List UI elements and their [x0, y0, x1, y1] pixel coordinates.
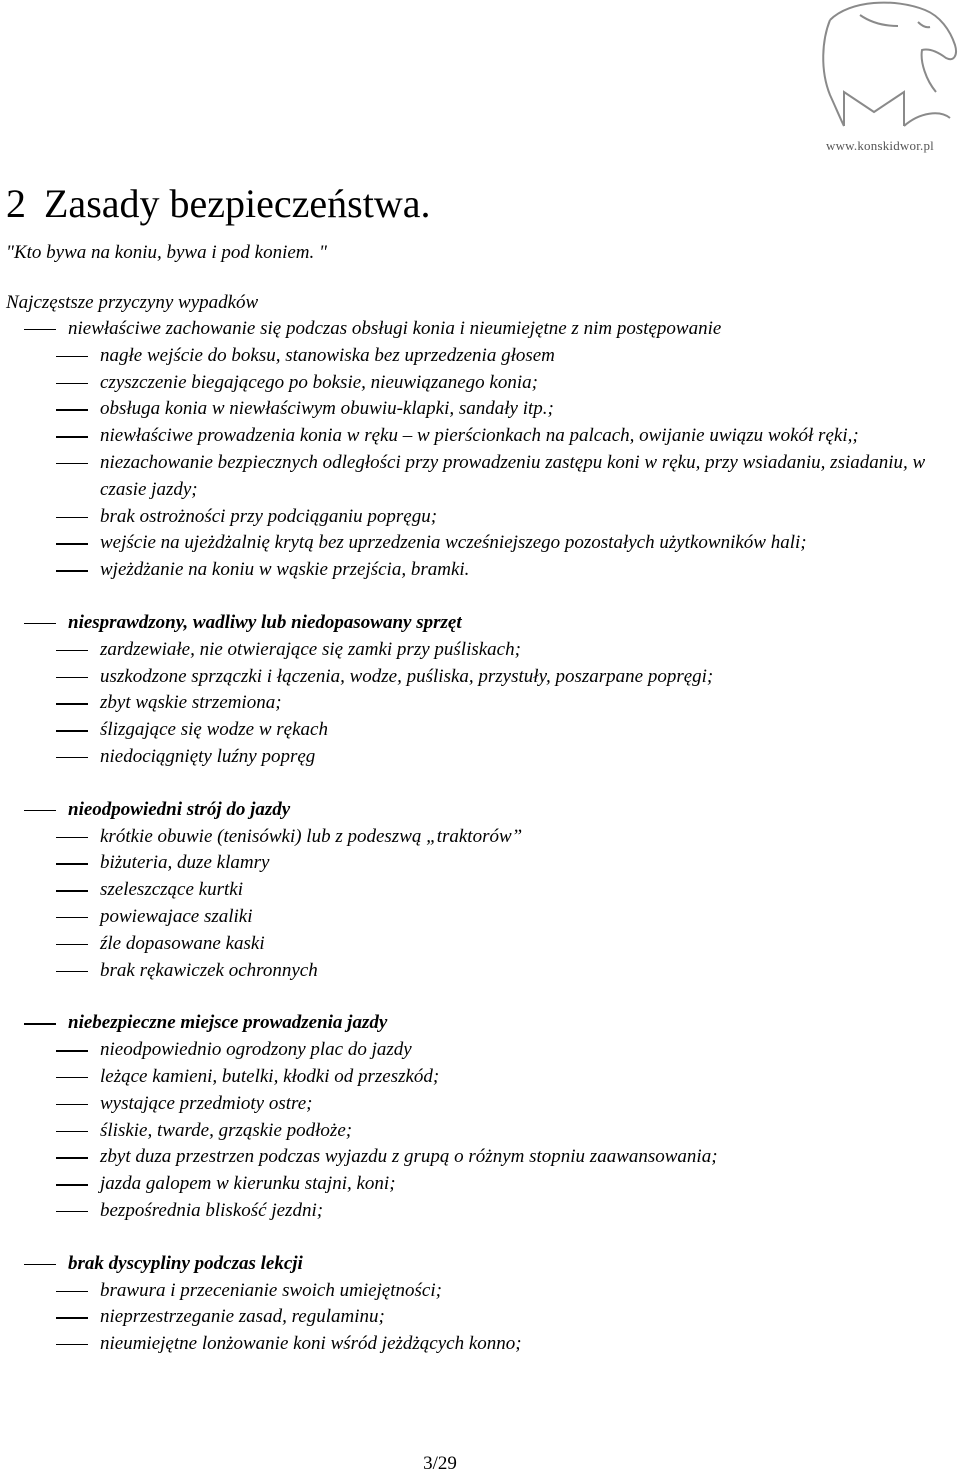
dash-bullet — [56, 436, 88, 437]
cause-title: niebezpieczne miejsce prowadzenia jazdy — [68, 1012, 388, 1034]
list-item-text: obsługa konia w niewłaściwym obuwiu-klapki, sandały itp.; — [100, 398, 554, 420]
dash-bullet — [24, 810, 56, 811]
list-item — [6, 1171, 946, 1198]
list-item — [6, 530, 946, 557]
list-item — [6, 664, 946, 691]
list-item — [6, 1064, 946, 1091]
list-item-text: źle dopasowane kaski — [100, 932, 265, 954]
section-number: 2 — [6, 181, 26, 226]
list-item — [6, 690, 946, 717]
dash-bullet — [56, 757, 88, 758]
page-number: 3/29 — [423, 1453, 457, 1474]
dash-bullet — [56, 517, 88, 518]
list-item — [6, 370, 946, 397]
dash-bullet — [24, 1264, 56, 1265]
site-logo — [800, 0, 960, 160]
dash-bullet — [56, 1344, 88, 1345]
list-item — [6, 504, 946, 531]
dash-bullet — [56, 1317, 88, 1318]
cause-title: brak dyscypliny podczas lekcji — [68, 1252, 303, 1274]
list-item — [6, 423, 946, 450]
dash-bullet — [24, 329, 56, 330]
cause-title-row — [6, 797, 946, 824]
list-item-text: jazda galopem w kierunku stajni, koni; — [100, 1173, 396, 1195]
dash-bullet — [56, 863, 88, 864]
dash-bullet — [24, 1023, 56, 1024]
cause-title-row — [6, 610, 946, 637]
cause-section — [6, 1010, 946, 1224]
list-item — [6, 1331, 946, 1358]
cause-section — [6, 610, 946, 771]
cause-title-row — [6, 316, 946, 343]
list-item — [6, 557, 946, 584]
list-item — [6, 1304, 946, 1331]
dash-bullet — [56, 837, 88, 838]
list-item-text: leżące kamieni, butelki, kłodki od przeszkód; — [100, 1065, 440, 1087]
cause-title: nieodpowiedni strój do jazdy — [68, 798, 291, 820]
list-item-text: wystające przedmioty ostre; — [100, 1092, 313, 1114]
logo-url-text: www.konskidwor.pl — [825, 138, 934, 153]
list-item — [6, 1091, 946, 1118]
list-item — [6, 877, 946, 904]
list-item-text: brak ostrożności przy podciąganiu popręgu; — [100, 505, 438, 527]
list-item-text: niewłaściwe prowadzenia konia w ręku – w pierścionkach na palcach, owijanie uwiązu wokół ręki,; — [100, 425, 859, 447]
list-item-text: brawura i przecenianie swoich umiejętności; — [100, 1279, 442, 1301]
dash-bullet — [56, 917, 88, 918]
dash-bullet — [56, 677, 88, 678]
list-item — [6, 637, 946, 664]
cause-section — [6, 1251, 946, 1358]
cause-title-row — [6, 1251, 946, 1278]
dash-bullet — [56, 703, 88, 704]
list-item — [6, 931, 946, 958]
list-item — [6, 744, 946, 771]
list-item — [6, 904, 946, 931]
list-item-text: uszkodzone sprzączki i łączenia, wodze, puśliska, przystuły, poszarpane popręgi; — [100, 665, 714, 687]
list-item — [6, 717, 946, 744]
dash-bullet — [56, 1291, 88, 1292]
dash-bullet — [56, 1104, 88, 1105]
dash-bullet — [56, 463, 88, 464]
list-item-text: niedociągnięty luźny popręg — [100, 745, 316, 767]
list-item — [6, 450, 946, 504]
section-heading — [6, 176, 430, 232]
list-item-text: nieprzestrzeganie zasad, regulaminu; — [100, 1306, 385, 1328]
dash-bullet — [56, 543, 88, 544]
list-item — [6, 396, 946, 423]
cause-title: niewłaściwe zachowanie się podczas obsługi konia i nieumiejętne z nim postępowanie — [68, 318, 722, 339]
list-item — [6, 1037, 946, 1064]
list-item-text: śliskie, twarde, grząskie podłoże; — [100, 1119, 353, 1141]
dash-bullet — [56, 409, 88, 410]
dash-bullet — [56, 1050, 88, 1051]
list-item — [6, 850, 946, 877]
dash-bullet — [56, 971, 88, 972]
dash-bullet — [56, 1211, 88, 1212]
dash-bullet — [56, 383, 88, 384]
dash-bullet — [24, 623, 56, 624]
list-item — [6, 1198, 946, 1225]
cause-title: niesprawdzony, wadliwy lub niedopasowany sprzęt — [68, 611, 462, 633]
list-item-text: zbyt wąskie strzemiona; — [100, 692, 282, 714]
dash-bullet — [56, 570, 88, 571]
dash-bullet — [56, 730, 88, 731]
list-item-text: powiewajace szaliki — [100, 905, 253, 927]
dash-bullet — [56, 890, 88, 891]
proverb-quote: "Kto bywa na koniu, bywa i pod koniem. " — [6, 242, 327, 263]
list-item-text: czyszczenie biegającego po boksie, nieuwiązanego konia; — [100, 371, 538, 393]
dash-bullet — [56, 1077, 88, 1078]
list-item-text: brak rękawiczek ochronnych — [100, 959, 318, 981]
accident-causes-list — [6, 316, 946, 1384]
cause-title-row — [6, 1010, 946, 1037]
list-item-text: szeleszczące kurtki — [100, 879, 243, 901]
dash-bullet — [56, 650, 88, 651]
list-item-text: zbyt duza przestrzen podczas wyjazdu z grupą o różnym stopniu zaawansowania; — [100, 1146, 718, 1168]
list-item-text: bezpośrednia bliskość jezdni; — [100, 1199, 324, 1221]
list-item-text: wejście na ujeżdżalnię krytą bez uprzedzenia wcześniejszego pozostałych użytkowników hali; — [100, 532, 807, 554]
cause-section — [6, 797, 946, 985]
list-item — [6, 343, 946, 370]
list-item-text: nieodpowiednio ogrodzony plac do jazdy — [100, 1039, 412, 1061]
list-item — [6, 1278, 946, 1305]
list-item — [6, 1118, 946, 1145]
section-title: Zasady bezpieczeństwa. — [44, 181, 431, 226]
list-item-text: wjeżdżanie na koniu w wąskie przejścia, bramki. — [100, 559, 470, 581]
list-item-text: krótkie obuwie (tenisówki) lub z podeszwą „traktorów” — [100, 825, 523, 847]
dash-bullet — [56, 1184, 88, 1185]
dash-bullet — [56, 1131, 88, 1132]
list-item-text: zardzewiałe, nie otwierające się zamki przy puśliskach; — [100, 638, 521, 660]
list-item-text: biżuteria, duze klamry — [100, 852, 270, 874]
list-item — [6, 958, 946, 985]
horse-head-logo-icon — [800, 0, 960, 140]
list-item-text: nieumiejętne lonżowanie koni wśród jeżdżących konno; — [100, 1333, 522, 1355]
list-item — [6, 1144, 946, 1171]
list-item-text: niezachowanie bezpiecznych odległości przy prowadzeniu zastępu koni w ręku, przy wsiadaniu, zsiadaniu, w czasie jazdy; — [100, 451, 926, 500]
dash-bullet — [56, 1157, 88, 1158]
list-item — [6, 824, 946, 851]
cause-section — [6, 316, 946, 584]
dash-bullet — [56, 356, 88, 357]
list-item-text: ślizgające się wodze w rękach — [100, 719, 328, 741]
intro-heading: Najczęstsze przyczyny wypadków — [6, 292, 259, 313]
dash-bullet — [56, 944, 88, 945]
list-item-text: nagłe wejście do boksu, stanowiska bez uprzedzenia głosem — [100, 344, 555, 366]
